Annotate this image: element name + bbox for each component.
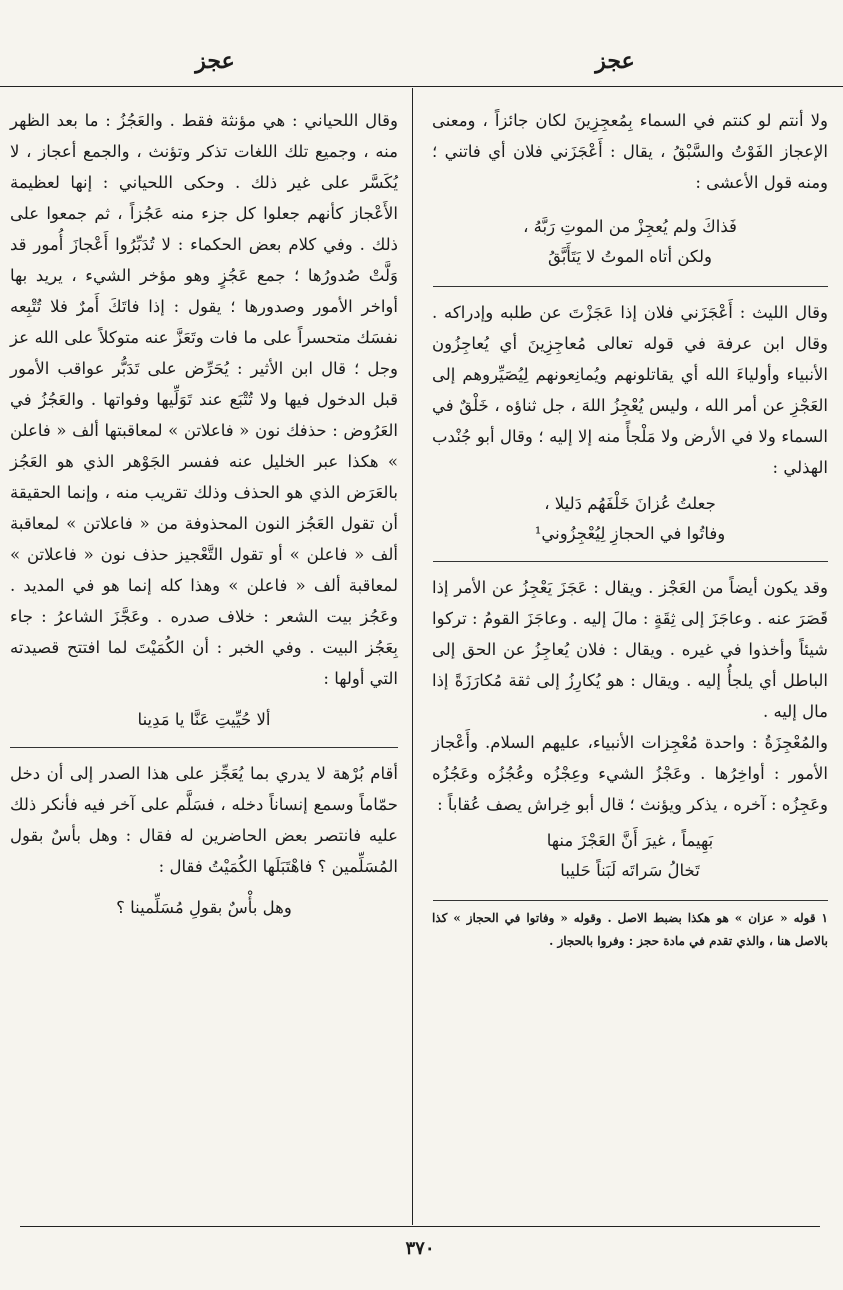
paragraph: وقال الليث : أَعْجَزَني فلان إذا عَجَزْتَ عن طلبه وإدراكه . وقال ابن عرفة في قوله تعالى مُعاجِزِينَ أي يُعاجِزُون الأنبياء وأولياءَ الله أي يقاتلونهم ويُمانِعونهم لِيُصَيِّروهم إلى العَجْزِ عن أمر الله ، وليس يُعْجِزُ اللهَ ، جل ثناؤه ، خَلْقٌ في السماء ولا في الأرض ولا مَلْجأً منه إلا إليه ؛ وقال أبو جُنْدب الهذلي : xyxy=(432,303,828,477)
verse-line: بَهِيماً ، غيرَ أَنَّ العَجْزَ منها xyxy=(546,831,714,850)
footnote-divider xyxy=(433,900,828,901)
poem-verse xyxy=(432,826,828,886)
section-divider xyxy=(10,747,398,748)
section-divider xyxy=(433,561,828,562)
right-column xyxy=(432,105,828,953)
paragraph: والمُعْجِزَةُ : واحدة مُعْجِزات الأنبياء، عليهم السلام. وأَعْجاز الأمور : أواخِرُها . وعَجْزُ الشيء وعِجْزُه وعُجُزُه وعَجُزُه وعَجِزُه : آخره ، يذكر ويؤنث ؛ قال أبو خِراش يصف عُقاباً : xyxy=(432,733,828,814)
verse-line: تَخالُ سَراتَه لَبَناً حَليبا xyxy=(560,861,700,880)
paragraph: ولا أنتم لو كنتم في السماء بِمُعجِزِينَ لكان جائزاً ، ومعنى الإعجاز الفَوْتُ والسَّبْقُ ، يقال : أَعْجَزَني فلان أي فاتني ؛ ومنه قول الأعشى : xyxy=(432,111,828,192)
poem-verse xyxy=(432,489,828,549)
section-divider xyxy=(433,286,828,287)
header-entry-word-right: عجز xyxy=(595,48,635,74)
header-divider xyxy=(0,86,843,87)
paragraph: أقام بُرْهة لا يدري بما يُعَجِّز على هذا الصدر إلى أن دخل حمّاماً وسمع إنساناً دخله ، فسَلَّم على آخر فيه فأنكر ذلك عليه فانتصر بعض الحاضرين له فقال : وهل بأسٌ بقول المُسَلِّمين ؟ فاهْتَبَلَها الكُمَيْتُ فقال : xyxy=(10,764,398,876)
page-number: ٣٧٠ xyxy=(405,1238,435,1259)
header-entry-word-left: عجز xyxy=(195,48,235,74)
footer-divider xyxy=(20,1226,820,1227)
footnote: ١ قوله « عزان » هو هكذا بضبط الاصل . وقوله « وفاتوا في الحجاز » كذا بالاصل هنا ، والذي تقدم في مادة حجز : وفروا بالحجاز . xyxy=(432,911,828,948)
paragraph: وقد يكون أيضاً من العَجْز . ويقال : عَجَزَ يَعْجِزُ عن الأمر إذا قَصَرَ عنه . وعاجَزَ إلى ثِقَةٍ : مالَ إليه . وعاجَزَ القومُ : تركوا شيئاً وأخذوا في غيره . ويقال : فلان يُعاجِزُ عن الحق إلى الباطل أي يلجأُ إليه . ويقال : هو يُكارِزُ إلى ثقة مُكارَزَةً إذا مال إليه . xyxy=(432,578,828,721)
poem-verse xyxy=(432,212,828,272)
poem-verse: وهل بأْسٌ بقولِ مُسَلِّمينا ؟ xyxy=(116,898,292,917)
column-divider xyxy=(412,88,413,1225)
verse-line: وفاتُوا في الحجازِ لِيُعْجِزُوني¹ xyxy=(534,524,726,543)
verse-line: فَذاكَ ولم يُعجِزْ من الموتِ رَبَّهُ ، xyxy=(523,217,737,236)
verse-line: ولكن أتاه الموتُ لا يَتَأَبَّقُ xyxy=(547,247,713,266)
left-column xyxy=(10,105,398,935)
poem-verse: ألا حُيِّيتِ عَنَّا يا مَدِينا xyxy=(137,710,271,729)
verse-line: جعلتُ عُزانَ خَلْفَهُم دَليلا ، xyxy=(544,494,716,513)
paragraph: وقال اللحياني : هي مؤنثة فقط . والعَجُزُ : ما بعد الظهر منه ، وجميع تلك اللغات تذكر وتؤنث ، والجمع أعجاز ، لا يُكَسَّر على غير ذلك . وحكى اللحياني : إنها لعظيمة الأَعْجاز كأنهم جعلوا كل جزء منه عَجُزاً ، ثم جمعوا على ذلك . وفي كلام بعض الحكماء : لا تُدَبِّرُوا أَعْجازَ أُمور قد وَلَّتْ صُدورُها ؛ جمع عَجُزٍ وهو مؤخر الشيء ، يريد بها أواخر الأمور وصدورها ؛ يقول : إذا فاتَكَ أَمرٌ فلا تُتْبِعه نفسَك متحسراً على ما فات وتَعَزَّ عنه متوكلاً على الله عز وجل ؛ قال ابن الأثير : يُحَرِّض على تَدَبُّر عواقب الأمور قبل الدخول فيها ولا تُتْبَع عند تَوَلِّيها وفواتها . والعَجُزُ في العَرُوض : حذفك نون « فاعلاتن » لمعاقبتها ألف « فاعلن » هكذا عبر الخليل عنه ففسر الجَوْهر الذي هو العَجُز بالعَرَض الذي هو الحذف وذلك تقريب منه ، وإنما الحقيقة أن تقول العَجُز النون المحذوفة من « فاعلاتن » لمعاقبة ألف « فاعلن » أو تقول التَّعْجيز حذف نون « فاعلاتن » لمعاقبة ألف « فاعلن » وهذا كله إنما هو في المديد . وعَجُز بيت الشعر : خلاف صدره . وعَجَّزَ الشاعرُ : جاء بِعَجُز البيت . وفي الخبر : أن الكُمَيْتَ لما افتتح قصيدته التي أولها : xyxy=(10,111,398,688)
